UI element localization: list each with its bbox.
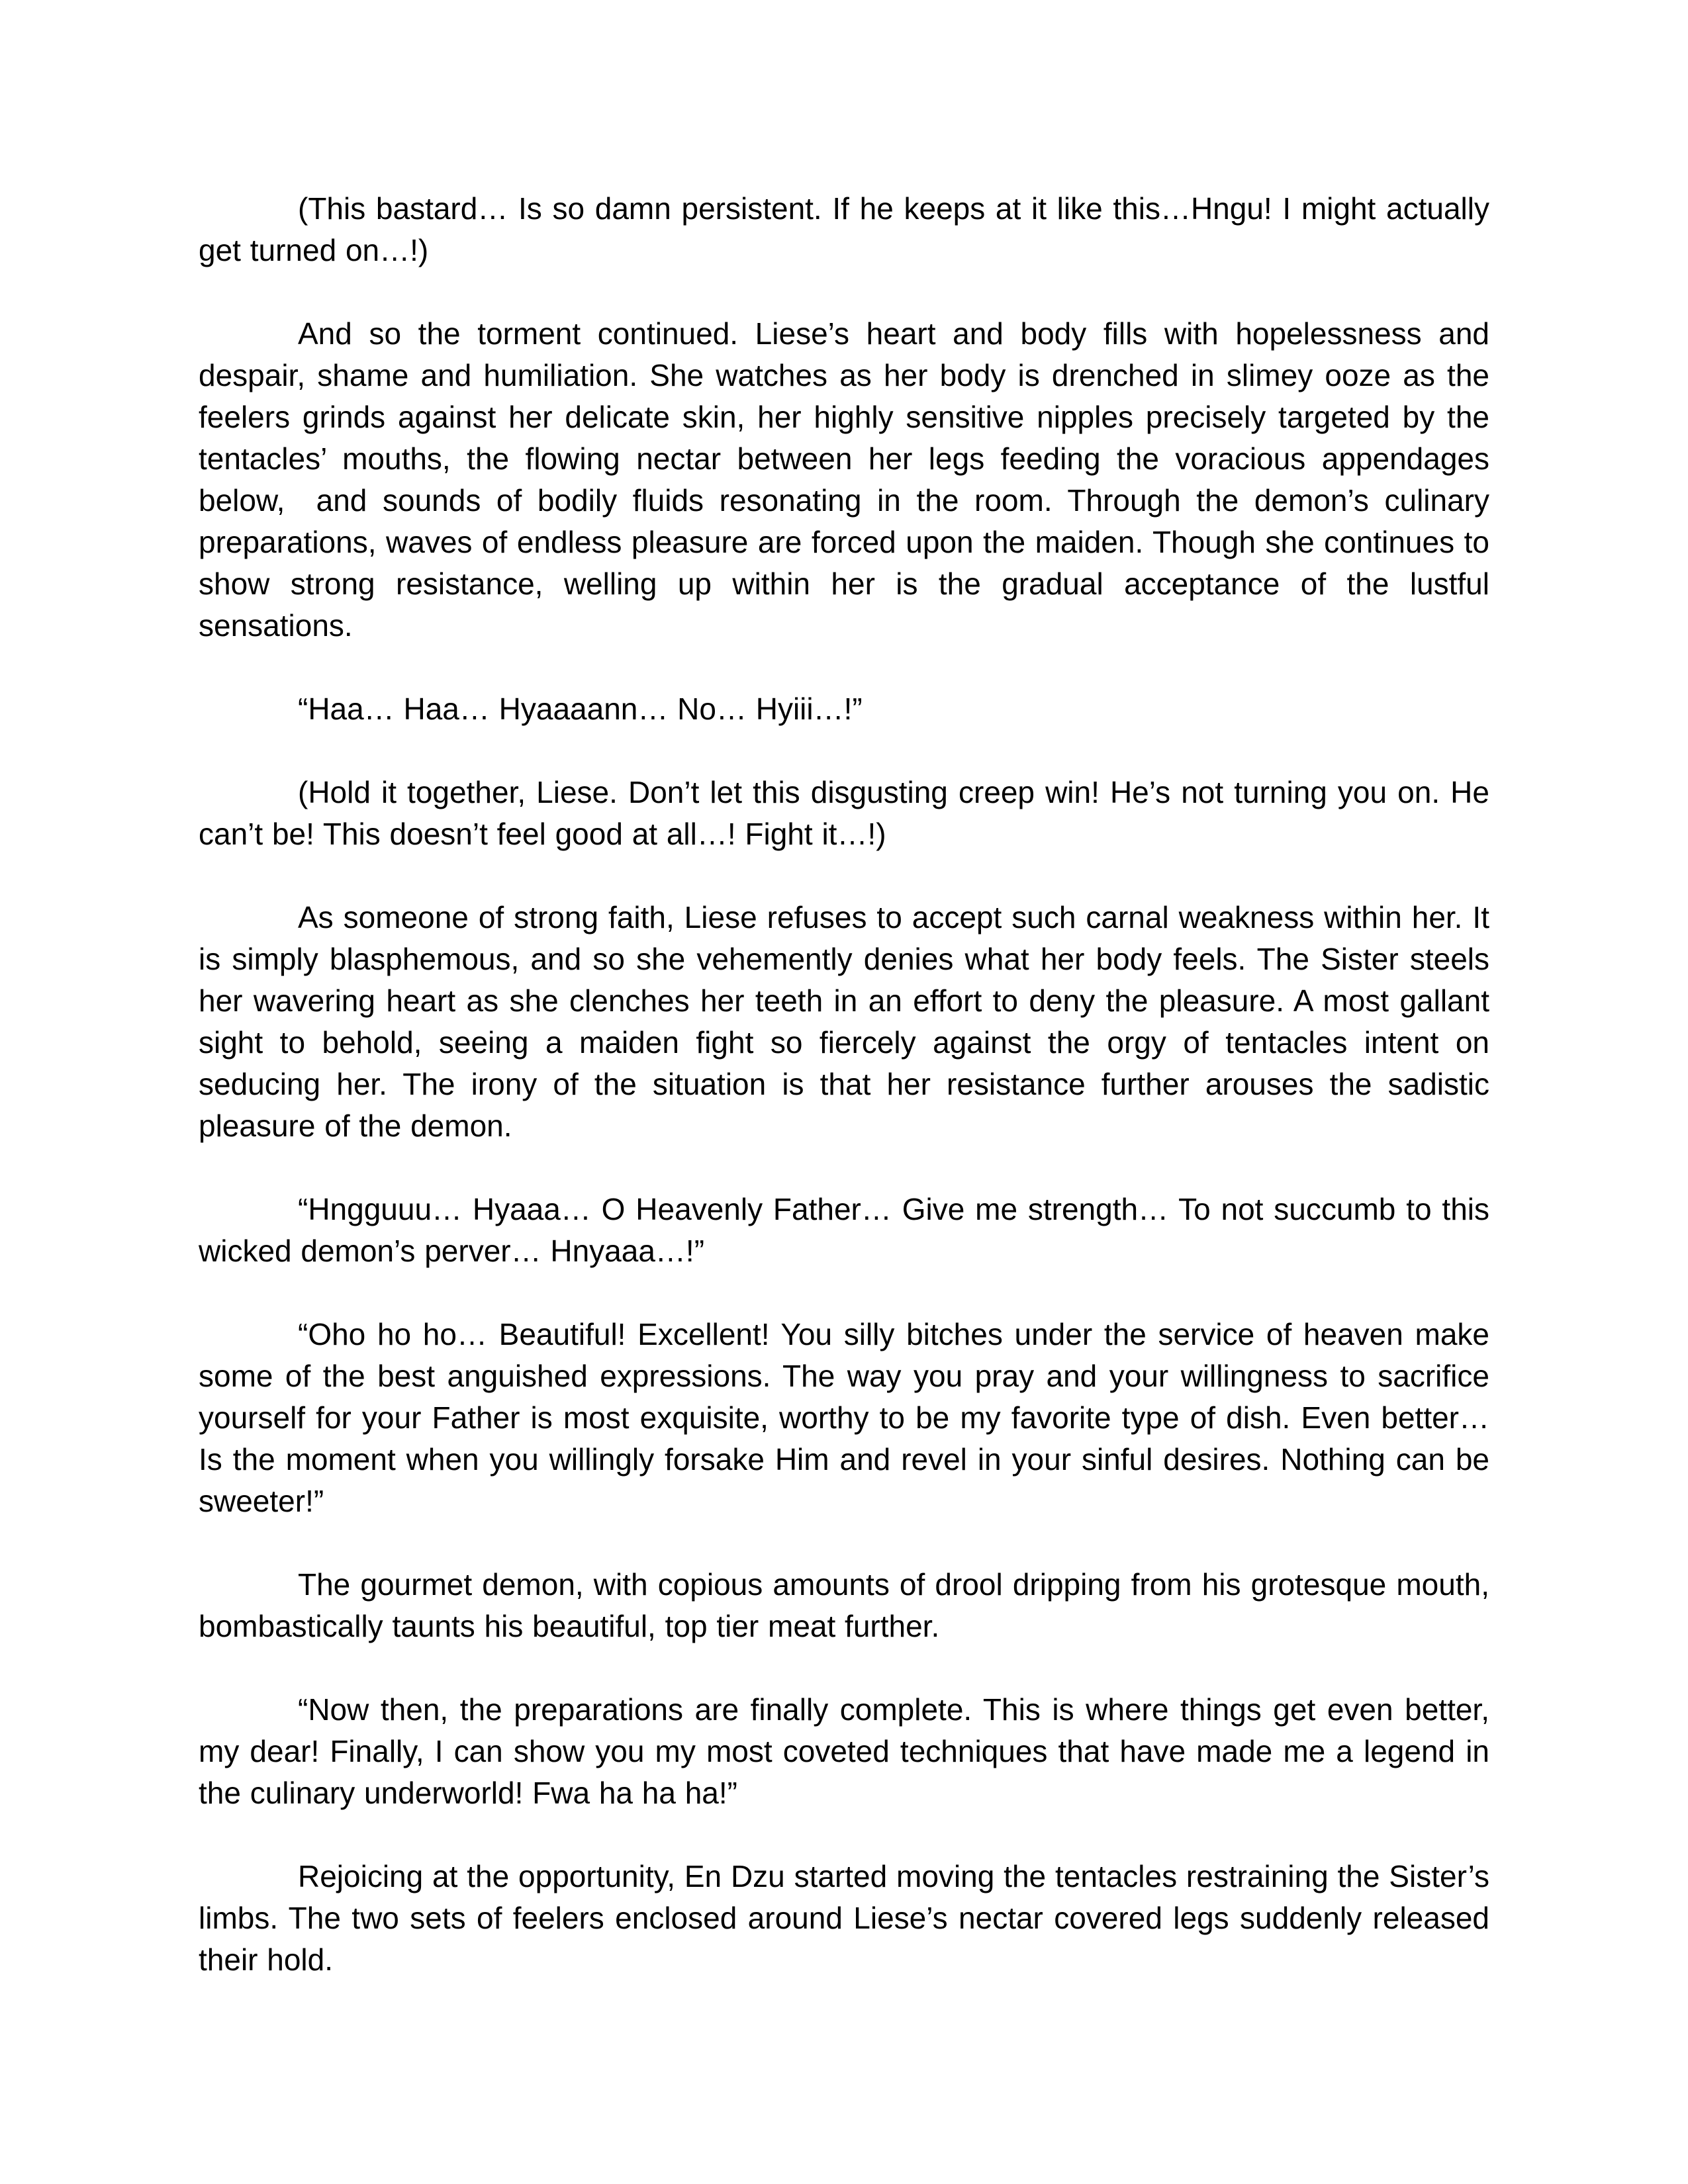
paragraph-narration-torment: And so the torment continued. Liese’s heart and body fills with hopelessness and despair, shame and humiliation. She watches as her body is drenched in slimey ooze as the feelers grinds against her delicate skin, her highly sensitive nipples precisely targeted by the tentacles’ mouths, the flowing nectar between her legs feeding the voracious appendages below, and sounds of bodily fluids resonating in the room. Through the demon’s culinary preparations, waves of endless pleasure are forced upon the maiden. Though she continues to show strong resistance, welling up within her is the gradual acceptance of the lustful sensations. [199, 316, 1489, 643]
paragraph-dialogue-moan: “Haa… Haa… Hyaaaann… No… Hyiii…!” [298, 692, 863, 726]
document-text-block [199, 188, 1489, 2023]
paragraph-dialogue-prayer: “Hngguuu… Hyaaa… O Heavenly Father… Give me strength… To not succumb to this wicked demon’s perver… Hnyaaa…!” [199, 1192, 1489, 1268]
paragraph-narration-rejoicing: Rejoicing at the opportunity, En Dzu started moving the tentacles restraining the Sister’s limbs. The two sets of feelers enclosed around Liese’s nectar covered legs suddenly released their hold. [199, 1859, 1489, 1977]
paragraph-narration-gourmet-demon: The gourmet demon, with copious amounts of drool dripping from his grotesque mouth, bombastically taunts his beautiful, top tier meat further. [199, 1567, 1489, 1643]
paragraph-narration-faith: As someone of strong faith, Liese refuses to accept such carnal weakness within her. It is simply blasphemous, and so she vehemently denies what her body feels. The Sister steels her wavering heart as she clenches her teeth in an effort to deny the pleasure. A most gallant sight to behold, seeing a maiden fight so fiercely against the orgy of tentacles intent on seducing her. The irony of the situation is that her resistance further arouses the sadistic pleasure of the demon. [199, 900, 1489, 1143]
paragraph-inner-monologue-2: (Hold it together, Liese. Don’t let this disgusting creep win! He’s not turning you on. He can’t be! This doesn’t feel good at all…! Fight it…!) [199, 775, 1489, 851]
paragraph-dialogue-demon-taunt: “Oho ho ho… Beautiful! Excellent! You silly bitches under the service of heaven make some of the best anguished expressions. The way you pray and your willingness to sacrifice yourself for your Father is most exquisite, worthy to be my favorite type of dish. Even better… Is the moment when you willingly forsake Him and revel in your sinful desires. Nothing can be sweeter!” [199, 1317, 1489, 1518]
paragraph-dialogue-preparations: “Now then, the preparations are finally complete. This is where things get even better, my dear! Finally, I can show you my most coveted techniques that have made me a legend in the culinary underworld! Fwa ha ha ha!” [199, 1692, 1489, 1810]
paragraph-inner-monologue-1: (This bastard… Is so damn persistent. If he keeps at it like this…Hngu! I might actually get turned on…!) [199, 191, 1489, 267]
